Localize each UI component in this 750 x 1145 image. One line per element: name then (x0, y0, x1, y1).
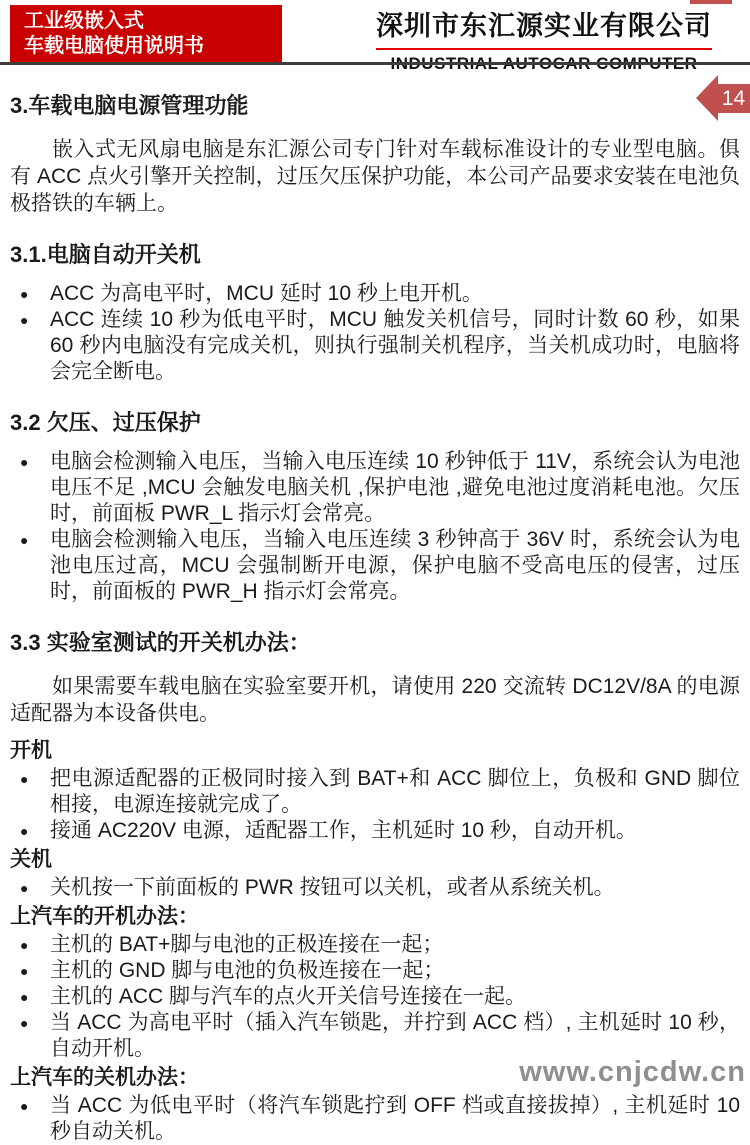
page-number: 14 (721, 87, 746, 110)
sub-heading: 上汽车的关机办法： (10, 1066, 199, 1089)
bullet-dot-icon: ● (20, 312, 29, 328)
list-item (10, 281, 740, 307)
list-item (10, 932, 740, 958)
bullet-dot-icon: ● (20, 963, 29, 979)
list-item-text: ACC 为高电平时，MCU 延时 10 秒上电开机。 (50, 282, 483, 305)
list-item-text: 主机的 BAT+脚与电池的正极连接在一起； (50, 933, 444, 956)
section-heading: 3.1.电脑自动开关机 (10, 242, 201, 267)
list-item-text: 把电源适配器的正极同时接入到 BAT+和 ACC 脚位上，负极和 GND 脚位相接，电源连接就完成了。 (50, 767, 740, 816)
section-heading: 3.2 欠压、过压保护 (10, 410, 201, 435)
bullet-dot-icon: ● (20, 937, 29, 953)
list-item (10, 527, 740, 605)
red-divider (376, 48, 712, 50)
bullet-dot-icon: ● (20, 880, 29, 896)
paragraph: 如果需要车载电脑在实验室要开机，请使用 220 交流转 DC12V/8A 的电源适配器为本设备供电。 (10, 675, 740, 725)
banner-line1: 工业级嵌入式 (24, 10, 144, 32)
sub-heading: 关机 (10, 848, 52, 871)
list-item (10, 984, 740, 1010)
bullet-dot-icon: ● (20, 1015, 29, 1031)
list-item (10, 818, 740, 844)
list-item (10, 766, 740, 818)
bullet-dot-icon: ● (20, 989, 29, 1005)
bullet-dot-icon: ● (20, 823, 29, 839)
bullet-dot-icon: ● (20, 532, 29, 548)
bullet-dot-icon: ● (20, 771, 29, 787)
bullet-dot-icon: ● (20, 1098, 29, 1114)
list-item (10, 1010, 740, 1062)
bullet-dot-icon: ● (20, 454, 29, 470)
list-item (10, 1093, 740, 1145)
bullet-list (10, 1093, 740, 1145)
paragraph: 嵌入式无风扇电脑是东汇源公司专门针对车载标准设计的专业型电脑。俱有 ACC 点火引擎开关控制，过压欠压保护功能，本公司产品要求安装在电池负极搭铁的车辆上。 (10, 138, 740, 215)
bullet-list (10, 449, 740, 605)
list-item-text: 主机的 GND 脚与电池的负极连接在一起； (50, 959, 445, 982)
bullet-list (10, 766, 740, 844)
page-header (0, 0, 750, 62)
list-item (10, 307, 740, 385)
list-item (10, 958, 740, 984)
document-body (0, 62, 750, 1145)
list-item (10, 875, 740, 901)
list-item (10, 449, 740, 527)
banner-line2: 车载电脑使用说明书 (24, 35, 204, 57)
bullet-list (10, 875, 740, 901)
manual-title-banner (10, 5, 282, 62)
watermark: www.cnjcdw.cn (519, 1056, 746, 1088)
list-item-text: 当 ACC 为高电平时（插入汽车锁匙，并拧到 ACC 档）, 主机延时 10 秒，自动开机。 (50, 1011, 740, 1060)
company-name-cn: 深圳市东汇源实业有限公司 (376, 11, 712, 41)
list-item-text: 电脑会检测输入电压，当输入电压连续 3 秒钟高于 36V 时，系统会认为电池电压过高，MCU 会强制断开电源，保护电脑不受高电压的侵害，过压时，前面板的 PWR_H 指示灯会常亮。 (50, 528, 740, 603)
bullet-list (10, 932, 740, 1062)
list-item-text: 电脑会检测输入电压，当输入电压连续 10 秒钟低于 11V，系统会认为电池电压不足 ,MCU 会触发电脑关机 ,保护电池 ,避免电池过度消耗电池。欠压时，前面板 PWR_L 指示灯会常亮。 (50, 450, 740, 525)
section-heading: 3.3 实验室测试的开关机办法： (10, 630, 311, 655)
section-heading: 3.车载电脑电源管理功能 (10, 93, 249, 118)
list-item-text: 主机的 ACC 脚与汽车的点火开关信号连接在一起。 (50, 985, 527, 1008)
corner-red-decoration (690, 0, 732, 4)
list-item-text: 关机按一下前面板的 PWR 按钮可以关机，或者从系统关机。 (50, 876, 615, 899)
bullet-list (10, 281, 740, 385)
bullet-dot-icon: ● (20, 286, 29, 302)
list-item-text: ACC 连续 10 秒为低电平时，MCU 触发关机信号，同时计数 60 秒，如果 60 秒内电脑没有完成关机，则执行强制关机程序，当关机成功时，电脑将会完全断电。 (50, 308, 740, 383)
sub-heading: 上汽车的开机办法： (10, 905, 199, 928)
sub-heading: 开机 (10, 739, 52, 762)
list-item-text: 当 ACC 为低电平时（将汽车锁匙拧到 OFF 档或直接拔掉）, 主机延时 10 秒自动关机。 (50, 1094, 740, 1143)
list-item-text: 接通 AC220V 电源，适配器工作，主机延时 10 秒，自动开机。 (50, 819, 637, 842)
